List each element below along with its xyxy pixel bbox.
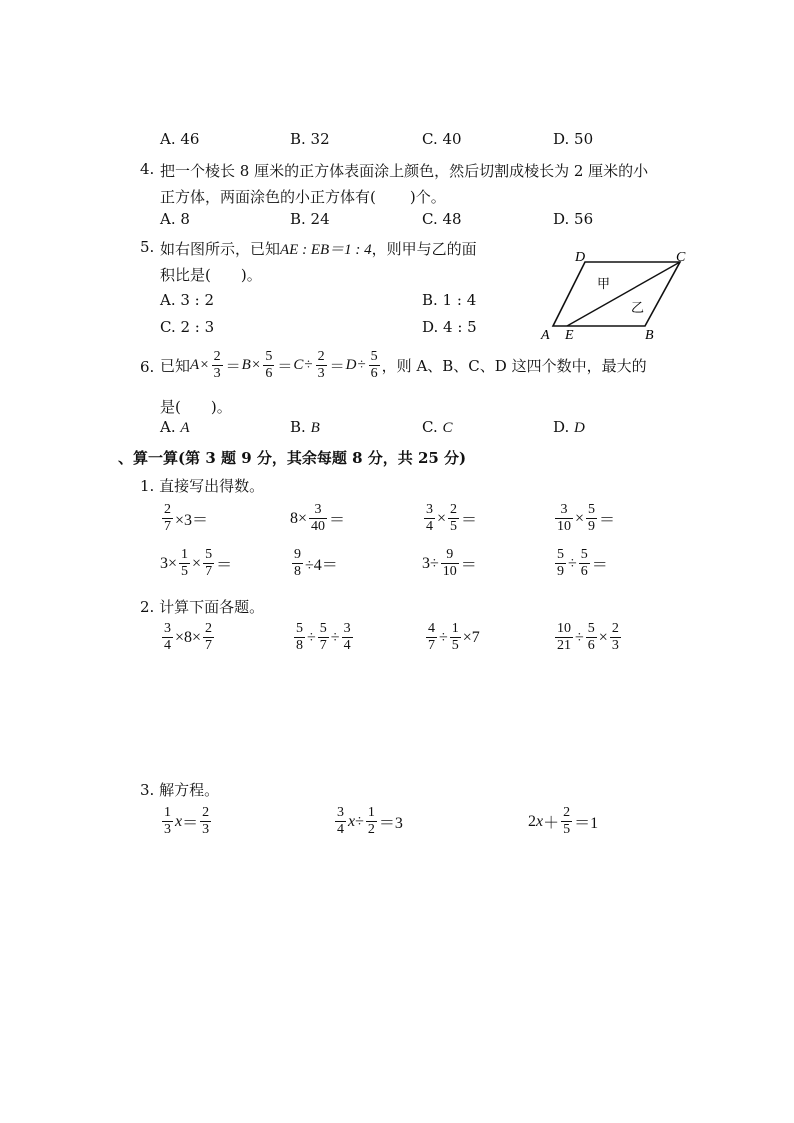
q6-frac-3: $\frac{2}{3}$ — [317, 349, 325, 381]
q3-option-b: B. 32 — [290, 130, 330, 148]
q4-option-c: C. 48 — [422, 210, 462, 228]
s2-item-2: $\frac{5}{8}$ ÷ $\frac{5}{7}$ ÷ $\frac{3}{4}$ — [296, 621, 351, 653]
q3-option-d: D. 50 — [553, 130, 594, 148]
q6-var-a: A — [190, 357, 200, 373]
q5-option-c: C. 2 : 3 — [160, 318, 215, 336]
q5-option-d: D. 4 : 5 — [422, 318, 477, 336]
s3-equation-1: $\frac{1}{3}$ x ＝ $\frac{2}{3}$ — [164, 805, 210, 837]
q4-number: 4. — [140, 160, 155, 178]
q4-option-d: D. 56 — [553, 210, 594, 228]
q6-line1: 已知 A × $\frac{2}{3}$ ＝ B × $\frac{5}{6}$ ＝ C ÷ $\frac{2}{3}$ ＝ D ÷ $\frac{5}{6}$ ，则 A、B、C、D 这四个数中，最大的 — [160, 349, 647, 381]
q6-frac-1: $\frac{2}{3}$ — [213, 349, 221, 381]
s2-item-4: $\frac{10}{21}$ ÷ $\frac{5}{6}$ × $\frac{2}{3}$ — [557, 621, 619, 653]
q6-option-b: B. B — [290, 418, 320, 436]
label-e: E — [565, 328, 574, 343]
q4-option-b: B. 24 — [290, 210, 330, 228]
q3-option-c: C. 40 — [422, 130, 462, 148]
q4-line2-a: 正方体，两面涂色的小正方体有( — [160, 188, 376, 206]
q6-prefix: 已知 — [160, 357, 191, 375]
s2-item-3: $\frac{4}{7}$ ÷ $\frac{1}{5}$ ×7 — [428, 621, 480, 653]
q6-var-c: C — [293, 357, 304, 373]
q4-line2 — [160, 186, 446, 207]
q6-option-d: D. D — [553, 418, 585, 436]
s1-r1-item-2: 8× $\frac{3}{40}$ ＝ — [290, 502, 346, 534]
q6-line2: 是( )。 — [160, 398, 232, 416]
q3-option-a: A. 46 — [160, 130, 200, 148]
parallelogram-outline — [553, 262, 680, 326]
q5-number: 5. — [140, 238, 155, 256]
q5-line1 — [160, 238, 477, 259]
label-yi: 乙 — [631, 300, 645, 315]
label-jia: 甲 — [597, 276, 611, 291]
q5-line2: 积比是( )。 — [160, 266, 262, 284]
q6-option-c: C. C — [422, 418, 453, 436]
label-b: B — [645, 328, 654, 343]
q6-option-a: A. A — [160, 418, 190, 436]
q4-option-a: A. 8 — [160, 210, 190, 228]
q5-option-a: A. 3 : 2 — [160, 291, 215, 309]
s1-r2-item-4: $\frac{5}{9}$ ÷ $\frac{5}{6}$ ＝ — [557, 547, 608, 579]
s1-r1-item-1: $\frac{2}{7}$ ×3＝ — [164, 502, 209, 534]
q6-frac-4: $\frac{5}{6}$ — [370, 349, 378, 381]
q4-line2-b: )个。 — [409, 188, 446, 206]
q5-option-b: B. 1 : 4 — [422, 291, 477, 309]
s2-title: 2. 计算下面各题。 — [140, 598, 265, 616]
q4-line1: 把一个棱长 8 厘米的正方体表面涂上颜色，然后切割成棱长为 2 厘米的小 — [160, 162, 649, 180]
q6-frac-2: $\frac{5}{6}$ — [265, 349, 273, 381]
q5-line1-b: ，则甲与乙的面 — [371, 240, 477, 258]
s1-r1-item-3: $\frac{3}{4}$ × $\frac{2}{5}$ ＝ — [426, 502, 478, 534]
s3-equation-3: 2 x ＋ $\frac{2}{5}$ ＝1 — [528, 805, 599, 837]
label-c: C — [676, 250, 686, 265]
q5-line1-a: 如右图所示，已知 — [160, 240, 281, 258]
label-d: D — [575, 250, 586, 265]
q5-ratio: AE : EB＝1 : 4 — [280, 242, 372, 258]
s1-r1-item-4: $\frac{3}{10}$ × $\frac{5}{9}$ ＝ — [557, 502, 616, 534]
label-a: A — [541, 328, 550, 343]
s1-r2-item-2: $\frac{9}{8}$ ÷4＝ — [294, 547, 338, 579]
s3-equation-2: $\frac{3}{4}$ x ÷ $\frac{1}{2}$ ＝3 — [337, 805, 403, 837]
s3-title: 3. 解方程。 — [140, 781, 220, 799]
parallelogram-figure — [535, 248, 695, 343]
q6-var-b: B — [241, 357, 251, 373]
s2-item-1: $\frac{3}{4}$ ×8× $\frac{2}{7}$ — [164, 621, 213, 653]
q6-suffix: ，则 A、B、C、D 这四个数中，最大的 — [381, 357, 647, 375]
q6-var-d: D — [345, 357, 357, 373]
q6-number: 6. — [140, 358, 155, 376]
s1-title: 1. 直接写出得数。 — [140, 477, 265, 495]
s1-r2-item-1: 3× $\frac{1}{5}$ × $\frac{5}{7}$ ＝ — [160, 547, 233, 579]
s1-r2-item-3: 3÷ $\frac{9}{10}$ ＝ — [422, 547, 477, 579]
section-heading: 、算一算(第 3 题 9 分，其余每题 8 分，共 25 分) — [118, 449, 467, 467]
